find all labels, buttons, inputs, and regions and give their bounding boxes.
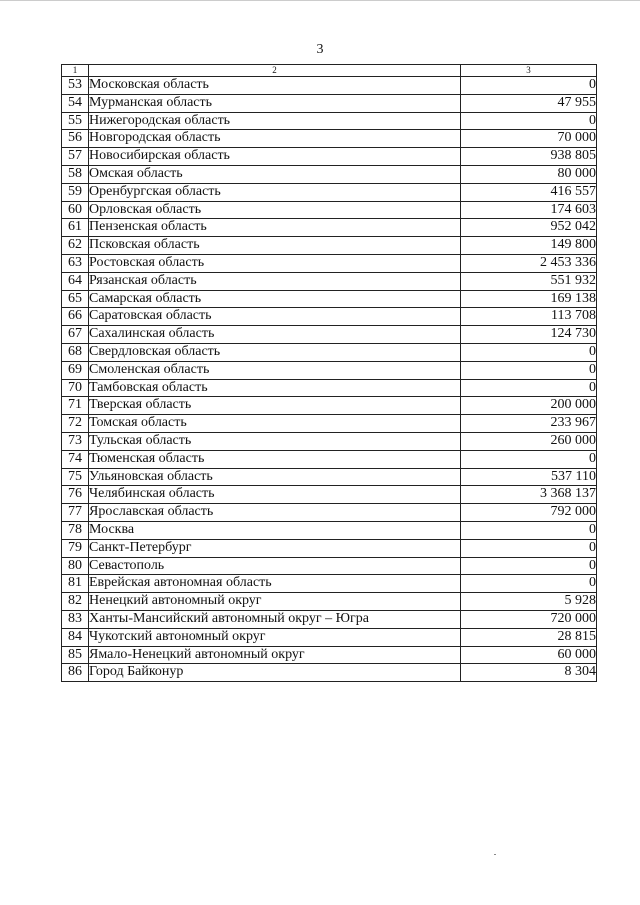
amount-cell: 8 304 <box>461 664 597 682</box>
region-name-cell: Нижегородская область <box>89 112 461 130</box>
row-number-cell: 63 <box>62 254 89 272</box>
amount-cell: 0 <box>461 539 597 557</box>
row-number-cell: 58 <box>62 165 89 183</box>
region-name-cell: Ханты-Мансийский автономный округ – Югра <box>89 610 461 628</box>
table-row <box>62 664 597 682</box>
row-number-cell: 69 <box>62 361 89 379</box>
amount-cell: 0 <box>461 450 597 468</box>
amount-cell: 200 000 <box>461 397 597 415</box>
table-row <box>62 290 597 308</box>
amount-cell: 416 557 <box>461 183 597 201</box>
region-name-cell: Санкт-Петербург <box>89 539 461 557</box>
row-number-cell: 56 <box>62 130 89 148</box>
region-name-cell: Чукотский автономный округ <box>89 628 461 646</box>
amount-cell: 0 <box>461 343 597 361</box>
amount-cell: 0 <box>461 575 597 593</box>
table-row <box>62 183 597 201</box>
column-header-name: 2 <box>89 65 461 77</box>
table-row <box>62 148 597 166</box>
row-number-cell: 78 <box>62 521 89 539</box>
region-name-cell: Ростовская область <box>89 254 461 272</box>
amount-cell: 3 368 137 <box>461 486 597 504</box>
table-row <box>62 486 597 504</box>
region-name-cell: Смоленская область <box>89 361 461 379</box>
table-row <box>62 94 597 112</box>
region-name-cell: Томская область <box>89 415 461 433</box>
row-number-cell: 62 <box>62 237 89 255</box>
row-number-cell: 81 <box>62 575 89 593</box>
region-name-cell: Ненецкий автономный округ <box>89 593 461 611</box>
amount-cell: 0 <box>461 112 597 130</box>
table-row <box>62 415 597 433</box>
amount-cell: 149 800 <box>461 237 597 255</box>
amount-cell: 0 <box>461 379 597 397</box>
row-number-cell: 53 <box>62 77 89 95</box>
region-name-cell: Самарская область <box>89 290 461 308</box>
region-name-cell: Новосибирская область <box>89 148 461 166</box>
region-name-cell: Мурманская область <box>89 94 461 112</box>
table-row <box>62 450 597 468</box>
region-name-cell: Пензенская область <box>89 219 461 237</box>
region-name-cell: Москва <box>89 521 461 539</box>
table-row <box>62 432 597 450</box>
region-name-cell: Саратовская область <box>89 308 461 326</box>
table-row <box>62 201 597 219</box>
region-name-cell: Рязанская область <box>89 272 461 290</box>
row-number-cell: 70 <box>62 379 89 397</box>
amount-cell: 537 110 <box>461 468 597 486</box>
table-row <box>62 539 597 557</box>
amount-cell: 551 932 <box>461 272 597 290</box>
table-header-row <box>62 65 597 77</box>
amount-cell: 70 000 <box>461 130 597 148</box>
row-number-cell: 76 <box>62 486 89 504</box>
region-name-cell: Московская область <box>89 77 461 95</box>
amount-cell: 113 708 <box>461 308 597 326</box>
table-row <box>62 628 597 646</box>
data-table <box>61 64 597 682</box>
amount-cell: 0 <box>461 557 597 575</box>
row-number-cell: 84 <box>62 628 89 646</box>
row-number-cell: 71 <box>62 397 89 415</box>
row-number-cell: 59 <box>62 183 89 201</box>
row-number-cell: 73 <box>62 432 89 450</box>
row-number-cell: 60 <box>62 201 89 219</box>
table-body <box>62 77 597 682</box>
row-number-cell: 61 <box>62 219 89 237</box>
row-number-cell: 72 <box>62 415 89 433</box>
table-row <box>62 361 597 379</box>
page-number: 3 <box>316 42 324 57</box>
table-row <box>62 504 597 522</box>
region-name-cell: Тамбовская область <box>89 379 461 397</box>
table-row <box>62 219 597 237</box>
table-row <box>62 521 597 539</box>
amount-cell: 80 000 <box>461 165 597 183</box>
amount-cell: 720 000 <box>461 610 597 628</box>
region-name-cell: Оренбургская область <box>89 183 461 201</box>
region-name-cell: Севастополь <box>89 557 461 575</box>
table-row <box>62 593 597 611</box>
amount-cell: 952 042 <box>461 219 597 237</box>
table-row <box>62 308 597 326</box>
region-name-cell: Сахалинская область <box>89 326 461 344</box>
table-row <box>62 343 597 361</box>
amount-cell: 169 138 <box>461 290 597 308</box>
amount-cell: 233 967 <box>461 415 597 433</box>
row-number-cell: 79 <box>62 539 89 557</box>
region-name-cell: Ярославская область <box>89 504 461 522</box>
table-row <box>62 557 597 575</box>
page-edge <box>0 0 640 1</box>
row-number-cell: 86 <box>62 664 89 682</box>
amount-cell: 2 453 336 <box>461 254 597 272</box>
row-number-cell: 68 <box>62 343 89 361</box>
row-number-cell: 66 <box>62 308 89 326</box>
region-name-cell: Еврейская автономная область <box>89 575 461 593</box>
table-row <box>62 237 597 255</box>
scan-speck <box>494 854 496 855</box>
table-row <box>62 130 597 148</box>
region-name-cell: Челябинская область <box>89 486 461 504</box>
row-number-cell: 75 <box>62 468 89 486</box>
table-row <box>62 397 597 415</box>
row-number-cell: 82 <box>62 593 89 611</box>
table-row <box>62 468 597 486</box>
region-name-cell: Омская область <box>89 165 461 183</box>
row-number-cell: 65 <box>62 290 89 308</box>
region-name-cell: Орловская область <box>89 201 461 219</box>
amount-cell: 47 955 <box>461 94 597 112</box>
region-name-cell: Город Байконур <box>89 664 461 682</box>
amount-cell: 5 928 <box>461 593 597 611</box>
amount-cell: 0 <box>461 77 597 95</box>
region-name-cell: Свердловская область <box>89 343 461 361</box>
region-name-cell: Тульская область <box>89 432 461 450</box>
amount-cell: 0 <box>461 361 597 379</box>
table-row <box>62 379 597 397</box>
amount-cell: 260 000 <box>461 432 597 450</box>
row-number-cell: 67 <box>62 326 89 344</box>
row-number-cell: 83 <box>62 610 89 628</box>
row-number-cell: 74 <box>62 450 89 468</box>
region-name-cell: Тверская область <box>89 397 461 415</box>
row-number-cell: 64 <box>62 272 89 290</box>
table-row <box>62 165 597 183</box>
region-name-cell: Ульяновская область <box>89 468 461 486</box>
amount-cell: 938 805 <box>461 148 597 166</box>
row-number-cell: 55 <box>62 112 89 130</box>
row-number-cell: 85 <box>62 646 89 664</box>
amount-cell: 0 <box>461 521 597 539</box>
table-row <box>62 326 597 344</box>
row-number-cell: 57 <box>62 148 89 166</box>
amount-cell: 124 730 <box>461 326 597 344</box>
table-row <box>62 272 597 290</box>
row-number-cell: 54 <box>62 94 89 112</box>
table-row <box>62 254 597 272</box>
table-row <box>62 112 597 130</box>
table-row <box>62 646 597 664</box>
amount-cell: 174 603 <box>461 201 597 219</box>
column-header-value: 3 <box>461 65 597 77</box>
row-number-cell: 80 <box>62 557 89 575</box>
row-number-cell: 77 <box>62 504 89 522</box>
amount-cell: 60 000 <box>461 646 597 664</box>
amount-cell: 792 000 <box>461 504 597 522</box>
column-header-number: 1 <box>62 65 89 77</box>
amount-cell: 28 815 <box>461 628 597 646</box>
region-name-cell: Новгородская область <box>89 130 461 148</box>
table-row <box>62 575 597 593</box>
table-row <box>62 610 597 628</box>
region-name-cell: Псковская область <box>89 237 461 255</box>
table-row <box>62 77 597 95</box>
region-name-cell: Тюменская область <box>89 450 461 468</box>
region-name-cell: Ямало-Ненецкий автономный округ <box>89 646 461 664</box>
